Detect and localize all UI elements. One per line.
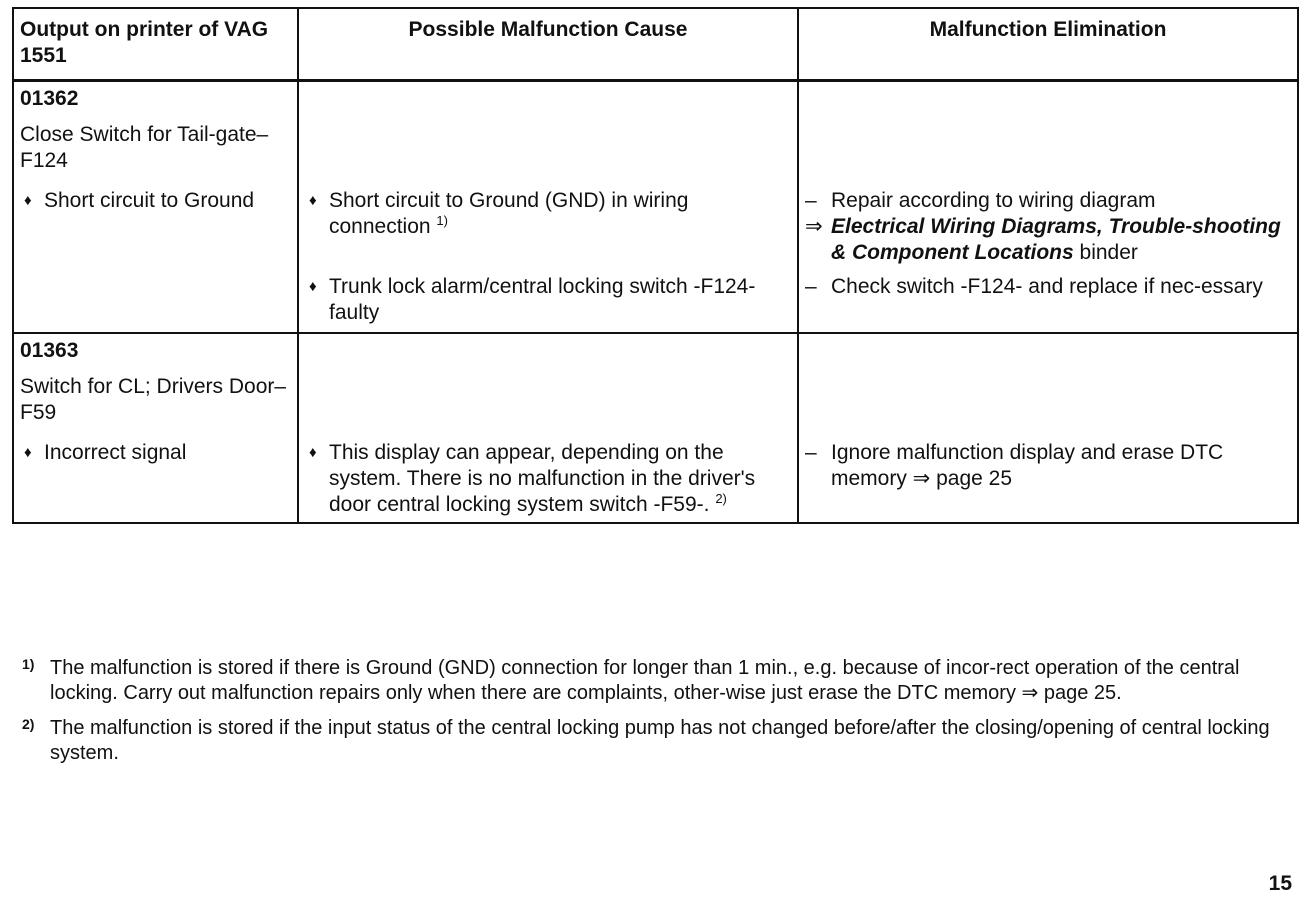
remedy-entry: – Ignore malfunction display and erase DTC memory ⇒ page 25 <box>805 440 1291 492</box>
cause-text: Short circuit to Ground (GND) in wiring connection <box>329 188 689 238</box>
component-name: Close Switch for Tail-gate–F124 <box>20 122 269 172</box>
elimination-cell <box>798 333 1298 432</box>
cause-cell <box>298 180 798 266</box>
cause-cell <box>298 333 798 432</box>
cause-cell <box>298 80 798 180</box>
table-row <box>13 432 1298 523</box>
output-cell <box>13 180 298 266</box>
remedy-reference <box>805 214 1291 266</box>
dtc-table <box>12 7 1299 524</box>
cause-cell <box>298 266 798 333</box>
footnote-text: The malfunction is stored if there is Ground (GND) connection for longer than 1 min., e.g. because of incor-rect operation of the central locking. Carry out malfunction repairs only when there are complaints, other-wise just erase the DTC memory ⇒ page 25. <box>50 657 1240 704</box>
table-header-row <box>13 8 1298 80</box>
cause-entry: ♦ Trunk lock alarm/central locking switch -F124- faulty <box>305 274 791 326</box>
remedy-entry: – Repair according to wiring diagram <box>805 188 1291 214</box>
elimination-cell <box>798 80 1298 180</box>
output-cell <box>13 333 298 432</box>
footnote-text: The malfunction is stored if the input status of the central locking pump has not changed before/after the closing/opening of central locking system. <box>50 717 1270 764</box>
table-row <box>13 180 1298 266</box>
elimination-cell <box>798 180 1298 266</box>
footnote-mark: 1) <box>22 656 35 672</box>
component-name: Switch for CL; Drivers Door–F59 <box>20 374 287 424</box>
dtc-code: 01362 <box>20 86 79 110</box>
footnote-mark: 2) <box>22 716 35 732</box>
page-number: 15 <box>1268 872 1292 895</box>
output-cell <box>13 80 298 180</box>
dtc-code: 01363 <box>20 338 79 362</box>
output-entry: ♦ Short circuit to Ground <box>20 188 291 214</box>
footnotes <box>22 656 1297 776</box>
reference-link[interactable]: Electrical Wiring Diagrams, Trouble-shooting & Component Locations <box>831 214 1281 264</box>
header-cause: Possible Malfunction Cause <box>298 8 798 80</box>
table-row <box>13 333 1298 432</box>
footnote <box>22 716 1297 766</box>
footnote <box>22 656 1297 706</box>
cause-entry <box>305 188 791 240</box>
elimination-cell <box>798 432 1298 523</box>
output-cell <box>13 432 298 523</box>
footnote-ref: 1) <box>436 212 448 228</box>
table-row <box>13 80 1298 180</box>
elimination-cell <box>798 266 1298 333</box>
table-row <box>13 266 1298 333</box>
output-entry: ♦ Incorrect signal <box>20 440 291 466</box>
remedy-entry: – Check switch -F124- and replace if nec-essary <box>805 274 1291 300</box>
arrow-icon: ⇒ <box>805 214 823 238</box>
cause-entry <box>305 440 791 518</box>
footnote-ref: 2) <box>715 490 727 506</box>
header-elimination: Malfunction Elimination <box>798 8 1298 80</box>
cause-cell <box>298 432 798 523</box>
cause-text: This display can appear, depending on the system. There is no malfunction in the driver's door central locking system switch -F59-. <box>329 440 756 516</box>
output-cell <box>13 266 298 333</box>
reference-suffix: binder <box>1079 240 1138 264</box>
header-output: Output on printer of VAG 1551 <box>13 8 298 80</box>
